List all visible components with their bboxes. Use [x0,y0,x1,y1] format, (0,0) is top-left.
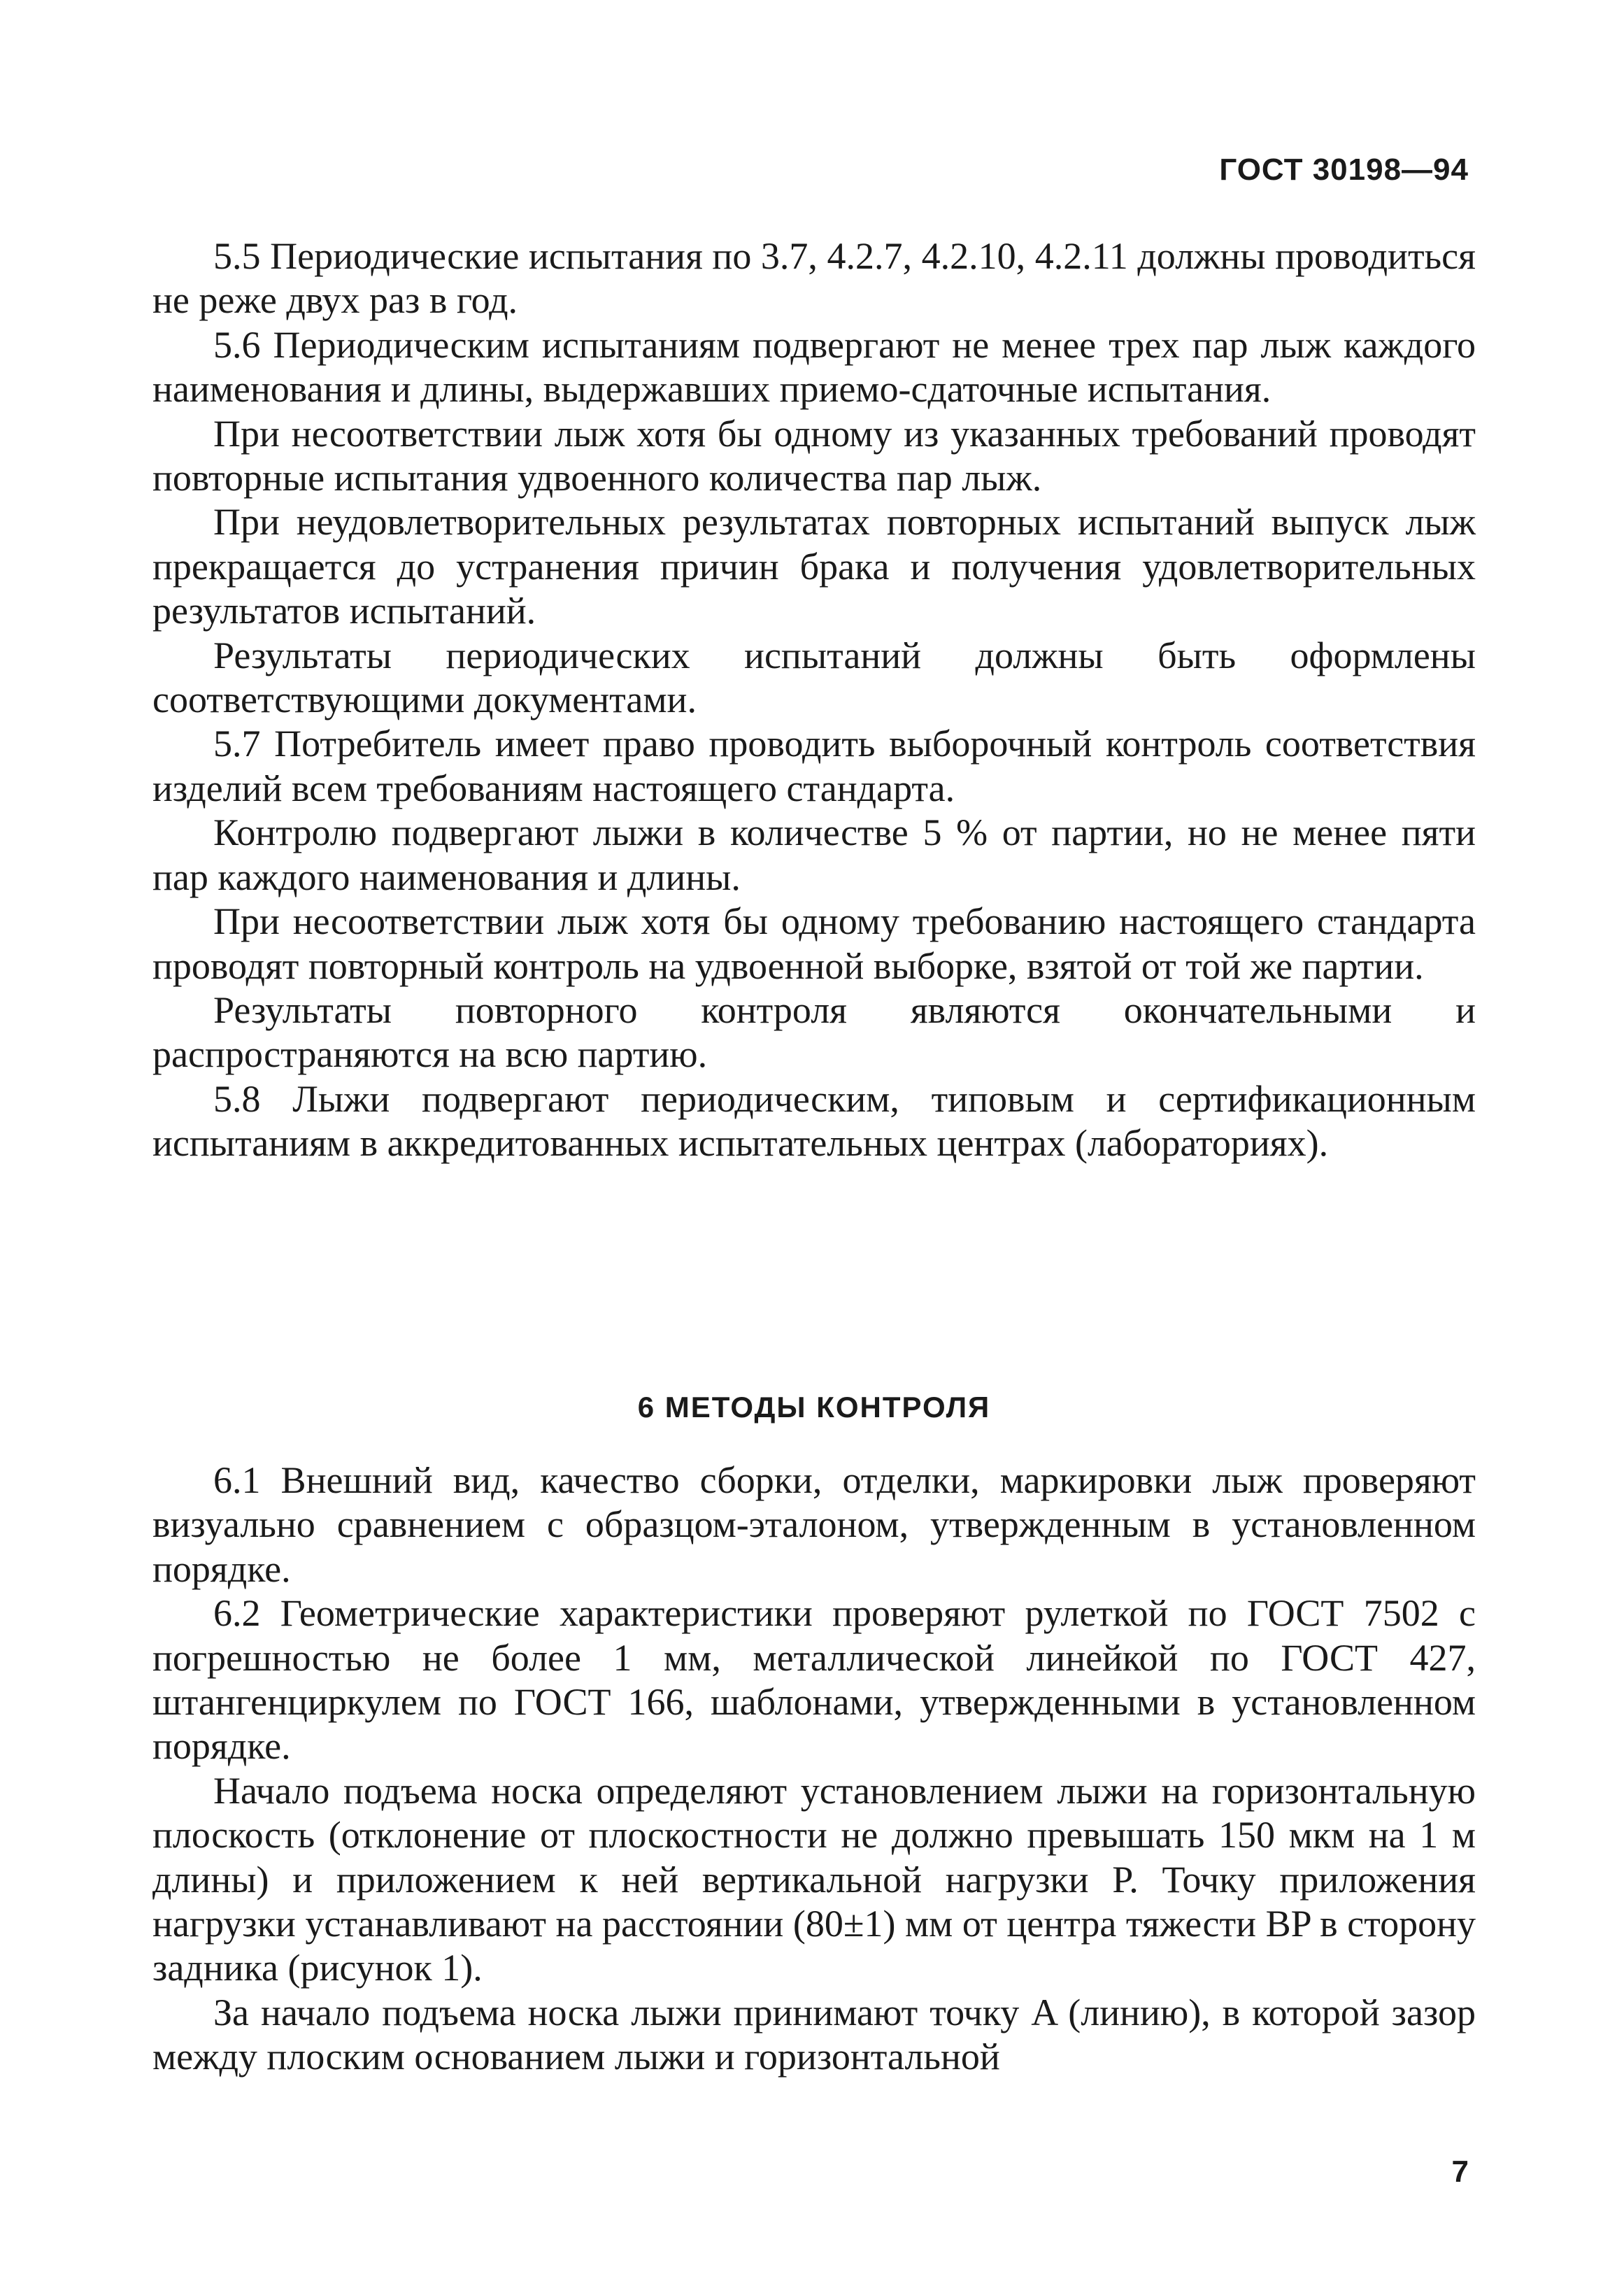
section-5-text [152,234,1476,1166]
paragraph: При несоответствии лыж хотя бы одному требованию настоящего стандарта проводят повторный контроль на удвоенной выборке, взятой от той же партии. [152,900,1476,987]
paragraph: Начало подъема носка определяют установлением лыжи на горизонтальную плоскость (отклонение от плоскостности не должно превышать 150 мкм на 1 м длины) и приложением к ней вертикальной нагрузки P. Точку приложения нагрузки устанавливают на расстоянии (80±1) мм от центра тяжести BP в сторону задника (рисунок 1). [152,1769,1476,1989]
document-code: ГОСТ 30198—94 [1219,152,1469,187]
paragraph: Результаты повторного контроля являются окончательными и распространяются на всю партию. [152,988,1476,1076]
paragraph: 5.8 Лыжи подвергают периодическим, типовым и сертификационным испытаниям в аккредитованных испытательных центрах (лабораториях). [152,1077,1476,1165]
paragraph: Контролю подвергают лыжи в количестве 5 % от партии, но не менее пяти пар каждого наименования и длины. [152,811,1476,898]
paragraph: 5.7 Потребитель имеет право проводить выборочный контроль соответствия изделий всем требованиям настоящего стандарта. [152,723,1476,809]
paragraph: При несоответствии лыж хотя бы одному из указанных требований проводят повторные испытания удвоенного количества пар лыж. [152,412,1476,499]
paragraph: При неудовлетворительных результатах повторных испытаний выпуск лыж прекращается до устранения причин брака и получения удовлетворительных результатов испытаний. [152,501,1476,632]
paragraph: 5.5 Периодические испытания по 3.7, 4.2.7, 4.2.10, 4.2.11 должны проводиться не реже двух раз в год. [152,235,1476,322]
section-heading: 6 МЕТОДЫ КОНТРОЛЯ [637,1391,991,1424]
paragraph: Результаты периодических испытаний должны быть оформлены соответствующими документами. [152,634,1476,721]
section-6-text [152,1458,1476,2080]
paragraph: 6.2 Геометрические характеристики проверяют рулеткой по ГОСТ 7502 с погрешностью не более 1 мм, металлической линейкой по ГОСТ 427, штангенциркулем по ГОСТ 166, шаблонами, утвержденными в установленном порядке. [152,1592,1476,1768]
paragraph: 6.1 Внешний вид, качество сборки, отделки, маркировки лыж проверяют визуально сравнением с образцом-эталоном, утвержденным в установленном порядке. [152,1459,1476,1590]
page-number: 7 [1451,2154,1469,2189]
paragraph: За начало подъема носка лыжи принимают точку A (линию), в которой зазор между плоским основанием лыжи и горизонтальной [152,1991,1476,2078]
paragraph: 5.6 Периодическим испытаниям подвергают не менее трех пар лыж каждого наименования и длины, выдержавших приемо-сдаточные испытания. [152,323,1476,411]
